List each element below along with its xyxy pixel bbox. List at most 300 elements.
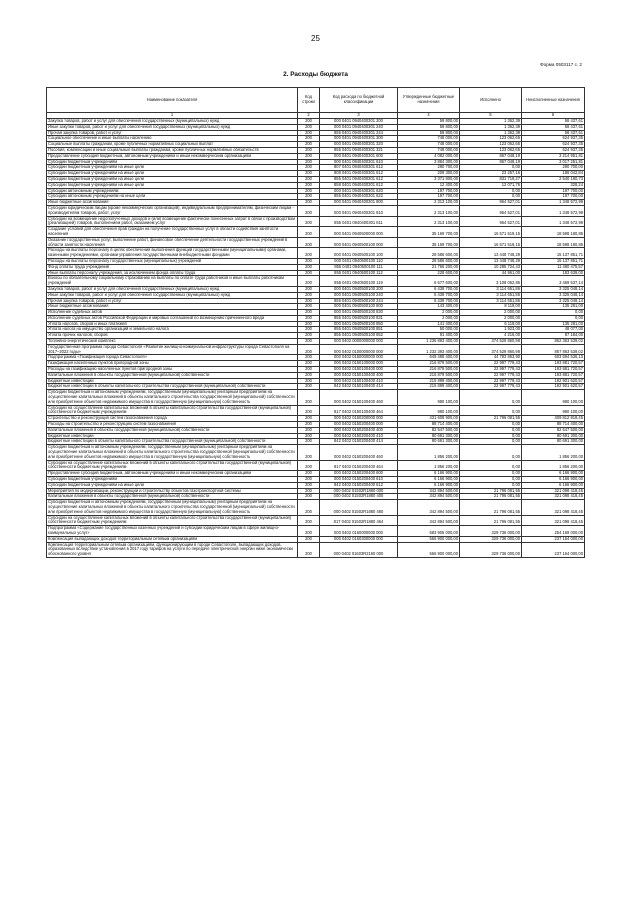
row-approved: 6 439 700,00 [398,298,460,304]
row-class-code: 000 0402 0150100400 400 [320,372,398,378]
row-name: Предоставление субсидий бюджетным, автономным учреждениям и иным некоммерческим организациям [47,471,298,477]
row-code: 200 [298,494,320,500]
row-code: 200 [298,321,320,327]
row-unexecuted: 3 325 048,14 [522,298,585,304]
row-name: Компенсация территориальным сетевым организациям, функционирующим в городе Севастополе, выпадающих доходов, образованных вследствие установления в 2017 году тарифов на услуги по передаче электрической энергии ниже экономически обоснованного уровня [47,542,298,557]
row-approved: 649 488 400,00 [398,355,460,361]
row-unexecuted: 186 042,84 [522,171,585,177]
row-unexecuted: 197 700,00 [522,188,585,194]
row-name: Оказание государственных услуг, выполнение работ, финансовое обеспечение деятельности государственных учреждений в области занятости населения [47,237,298,248]
row-class-code: 858 0401 0940400301 612 [320,182,398,188]
row-code: 200 [298,153,320,159]
row-code: 200 [298,258,320,264]
row-code: 200 [298,427,320,433]
row-name: Фонд оплаты труда учреждений [47,264,298,270]
row-class-code: 000 0401 0940500100 830 [320,310,398,316]
row-name: Субсидии на осуществление капитальных вложений в объекты капитального строительства государственной (муниципальной) собственности бюджетным учреждениям [47,460,298,471]
row-code: 200 [298,482,320,488]
row-code: 200 [298,344,320,355]
row-class-code: 000 0401 0940400301 800 [320,200,398,206]
row-class-code: 000 0401 0940400301 200 [320,119,398,125]
row-executed: 1 362,39 [460,124,522,130]
row-unexecuted: 11 480 475,57 [522,264,585,270]
row-name: Субсидии на возмещение недополученных доходов и (или) возмещение фактически понесенных затрат в связи с производством (реализацией) товаров, выполнением работ, оказанием услуг [47,216,298,227]
row-approved: 6 166 900,00 [398,471,460,477]
row-name: Капитальные вложения в объекты государственной (муниципальной) собственности [47,372,298,378]
row-name: Субсидии бюджетным учреждениям на иные цели [47,165,298,171]
row-code: 200 [298,384,320,390]
row-code: 200 [298,488,320,494]
row-executed: 22 997 779,43 [460,378,522,384]
row-approved: 3 371 800,00 [398,176,460,182]
row-executed: 6 119,00 [460,321,522,327]
row-executed: 21 796 081,55 [460,494,522,500]
row-class-code: 842 0402 0150200400 414 [320,439,398,445]
page-number: 25 [311,34,320,43]
row-approved: 80 691 300,00 [398,433,460,439]
row-approved: 215 899 400,00 [398,378,460,384]
row-approved: 28 586 600,00 [398,248,460,259]
header-unexecuted: Неисполненные назначения [522,88,585,113]
row-name: Субсидии бюджетным и автономным учреждениям, государственным (муниципальным) унитарным предприятиям на осуществление капитальных вложений в объекты капитального строительства государственной (муниципальной) собственности или приобретение объектов недвижимого имущества в государственную (муниципальную) собственность [47,500,298,515]
column-number: 3 [320,113,398,119]
row-unexecuted: 80 691 300,00 [522,433,585,439]
table-row [47,248,585,259]
row-unexecuted: 409 812 818,45 [522,416,585,422]
row-class-code: 000 0402 0000000000 000 [320,339,398,345]
column-number: 6 [522,113,585,119]
row-unexecuted: 1 856 200,00 [522,460,585,471]
header-class-code: Код расхода по бюджетной классификации [320,88,398,113]
row-unexecuted: 980 100,00 [522,390,585,405]
row-code: 200 [298,248,320,259]
row-code: 200 [298,176,320,182]
row-approved: 228 600,00 [398,270,460,276]
row-name: Субсидии бюджетным учреждениям [47,477,298,483]
row-unexecuted: 6 166 900,00 [522,471,585,477]
row-executed: 16 571 519,15 [460,237,522,248]
table-row [47,500,585,515]
row-approved: 216 879 500,00 [398,372,460,378]
row-code: 200 [298,147,320,153]
row-class-code: 855 0401 0940400301 244 [320,130,398,136]
row-approved: 1 232 393 400,00 [398,344,460,355]
row-executed: 21 796 081,55 [460,488,522,494]
row-class-code: 000 0401 0940500100 000 [320,237,398,248]
header-name: Наименование показателя [47,88,298,113]
row-name: Закупка товаров, работ и услуг для обеспечения государственных (муниципальных) нужд [47,286,298,292]
column-number: 2 [298,113,320,119]
row-class-code: 000 0402 0150200400 460 [320,445,398,460]
row-name: Субсидии бюджетным учреждениям на иные цели [47,182,298,188]
row-code: 200 [298,500,320,515]
row-class-code: 855 0401 0940500100 244 [320,298,398,304]
row-executed: 123 062,65 [460,147,522,153]
row-class-code: 000 0401 0940500100 100 [320,248,398,259]
row-class-code: 000 0402 0150100400 000 [320,367,398,373]
row-executed: 329 736 000,00 [460,526,522,537]
row-approved: 6 166 900,00 [398,482,460,488]
row-approved: 21 766 200,00 [398,264,460,270]
row-class-code: 000 0401 0940400301 300 [320,136,398,142]
row-name: Топливно-энергетический комплекс [47,339,298,345]
row-unexecuted: 1 348 572,99 [522,216,585,227]
row-class-code: 000 0402 0150200400 410 [320,433,398,439]
row-class-code: 000 0402 0150200400 000 [320,422,398,428]
row-name: Расходы на выплаты персоналу в целях обеспечения выполнения функций государственными (муниципальными) органами, казенными учреждениями, органами управления государственными внебюджетными фондами [47,248,298,259]
row-unexecuted: 3 325 048,14 [522,286,585,292]
row-executed: 867 048,19 [460,153,522,159]
row-unexecuted: 603 694 536,10 [522,355,585,361]
table-row [47,344,585,355]
row-class-code: 000 0401 0940400301 610 [320,159,398,165]
row-code: 200 [298,390,320,405]
row-name: Бюджетные инвестиции [47,433,298,439]
row-class-code: 000 0402 01502R1880 000 [320,488,398,494]
row-code: 200 [298,205,320,216]
row-approved: 6 577 600,00 [398,276,460,287]
row-approved: 215 899 400,00 [398,384,460,390]
row-name: Субсидии бюджетным учреждениям [47,159,298,165]
row-name: Пособия, компенсации и иные социальные выплаты гражданам, кроме публичных нормативных обязательств [47,147,298,153]
header-row-code: Код строки [298,88,320,113]
row-name: Расходы на строительство и реконструкцию систем газоснабжения [47,422,298,428]
row-code: 200 [298,327,320,333]
row-class-code: 000 0401 0940500000 000 [320,227,398,238]
row-unexecuted: 1 348 572,99 [522,200,585,206]
row-executed: 0,00 [460,445,522,460]
row-unexecuted: 980 100,00 [522,405,585,416]
row-name: Субсидии бюджетным и автономным учреждениям, государственным (муниципальным) унитарным предприятиям на осуществление капитальных вложений в объекты капитального строительства государственной (муниципальной) собственности или приобретение объектов недвижимого имущества в государственную (муниципальную) собственность [47,390,298,405]
table-row [47,445,585,460]
table-row [47,515,585,526]
row-name: Подпрограмма «Содержание государственных казенных учреждений и субсидии юридическим лицам в сфере жилищно-коммунальных услуг» [47,526,298,537]
row-approved: 2 000,00 [398,310,460,316]
row-executed: 8 119,00 [460,304,522,310]
row-approved: 3 884 300,00 [398,159,460,165]
row-name: Субсидии юридическим лицам (кроме некоммерческих организаций), индивидуальным предпринимателям, физическим лицам - производителям товаров, работ, услуг [47,205,298,216]
row-code: 200 [298,119,320,125]
row-approved: 141 400,00 [398,321,460,327]
row-approved: 290 700,00 [398,165,460,171]
row-approved: 35 169 700,00 [398,227,460,238]
row-executed: 44 793 863,90 [460,355,522,361]
row-class-code: 817 0402 01502R1880 464 [320,515,398,526]
row-class-code: 000 0402 01603R2160 000 [320,542,398,557]
row-name: Закупка товаров, работ и услуг для обеспечения государственных (муниципальных) нужд [47,119,298,125]
row-class-code: 855 0401 0940500100 831 [320,315,398,321]
row-name: Компенсация выпадающих доходов территориальным сетевым организациям [47,536,298,542]
row-class-code: 855 0401 0940400301 622 [320,194,398,200]
row-code: 200 [298,159,320,165]
row-class-code: 000 0402 0150200000 000 [320,416,398,422]
column-number: 5 [460,113,522,119]
row-approved: 1 236 893 400,00 [398,339,460,345]
row-code: 200 [298,460,320,471]
row-name: Газификация населенных пунктов пригородной зоны [47,361,298,367]
row-executed: 123 062,65 [460,142,522,148]
row-name: Субсидии бюджетным и автономным учреждениям, государственным (муниципальным) унитарным предприятиям на осуществление капитальных вложений в объекты капитального строительства государственной (муниципальной) собственности или приобретение объектов недвижимого имущества в государственную (муниципальную) собственность [47,445,298,460]
row-executed: 12 071,76 [460,182,522,188]
row-class-code: 855 0401 0940500100 111 [320,264,398,270]
table-row [47,542,585,557]
row-approved: 431 608 900,00 [398,416,460,422]
row-unexecuted: 862 363 539,02 [522,339,585,345]
row-class-code: 000 0402 0150100000 000 [320,361,398,367]
row-unexecuted: 193 881 720,57 [522,361,585,367]
row-name: Субсидии на осуществление капитальных вложений в объекты капитального строительства государственной (муниципальной) собственности бюджетным учреждениям [47,515,298,526]
row-code: 200 [298,188,320,194]
row-class-code: 817 0402 0150200400 464 [320,460,398,471]
row-code: 200 [298,182,320,188]
row-class-code: 000 0401 0940400301 320 [320,142,398,148]
row-code: 200 [298,237,320,248]
row-name: Уплата налога на имущество организаций и земельного налога [47,327,298,333]
row-approved: 748 000,00 [398,142,460,148]
row-class-code: 000 0402 0160300000 000 [320,536,398,542]
row-name: Мероприятия по модернизации, реконструкции и строительству объектов газотранспортной системы [47,488,298,494]
row-unexecuted: 6 166 900,00 [522,477,585,483]
row-name: Капитальные вложения в объекты государственной (муниципальной) собственности [47,427,298,433]
row-name: Субсидии бюджетным учреждениям на иные цели [47,176,298,182]
row-unexecuted: 58 437,61 [522,130,585,136]
row-name: Бюджетные инвестиции [47,378,298,384]
row-executed: 21 796 081,55 [460,500,522,515]
row-unexecuted: 197 700,00 [522,194,585,200]
row-name: Бюджетные инвестиции в объекты капитального строительства государственной (муниципальной) собственности [47,384,298,390]
row-code: 200 [298,200,320,206]
row-unexecuted: 183 639,00 [522,270,585,276]
row-name: Расходы на газификацию населенных пунктов пригородной зоны [47,367,298,373]
row-approved: 6 166 900,00 [398,477,460,483]
row-executed: 2 000,00 [460,315,522,321]
row-code: 200 [298,227,320,238]
row-class-code: 000 0401 0940500100 110 [320,258,398,264]
row-approved: 748 000,00 [398,147,460,153]
row-name: Исполнение судебных актов [47,310,298,316]
row-name: Субсидии бюджетным учреждениям на иные цели [47,482,298,488]
row-code: 200 [298,310,320,316]
header-executed: Исполнено [460,88,522,113]
row-unexecuted: 2 540 180,73 [522,176,585,182]
row-executed: 123 062,65 [460,136,522,142]
row-unexecuted: 58 437,61 [522,124,585,130]
row-approved: 6 439 700,00 [398,286,460,292]
row-unexecuted: 3 017 251,81 [522,159,585,165]
row-unexecuted: 6 166 900,00 [522,482,585,488]
row-class-code: 000 0402 0150100400 410 [320,378,398,384]
row-unexecuted: 193 881 720,57 [522,372,585,378]
table-row [47,405,585,416]
row-approved: 583 905 000,00 [398,526,460,537]
row-name: Иные закупки товаров, работ и услуг для обеспечения государственных (муниципальных) нужд [47,292,298,298]
row-code: 200 [298,270,320,276]
row-executed: 21 796 081,55 [460,416,522,422]
row-unexecuted: 1 348 572,99 [522,205,585,216]
row-code: 200 [298,136,320,142]
row-code: 200 [298,333,320,339]
row-executed: 329 736 000,00 [460,536,522,542]
row-code: 200 [298,372,320,378]
row-code: 200 [298,367,320,373]
row-unexecuted: 18 598 180,85 [522,237,585,248]
row-executed: 964 527,01 [460,216,522,227]
row-approved: 50 000,00 [398,327,460,333]
table-row [47,216,585,227]
row-executed: 0,00 [460,390,522,405]
row-class-code: 000 0402 0150100400 460 [320,390,398,405]
row-name: Субсидии на осуществление капитальных вложений в объекты капитального строительства государственной (муниципальной) собственности бюджетным учреждениям [47,405,298,416]
row-approved: 342 894 500,00 [398,515,460,526]
row-class-code: 817 0402 0150100400 464 [320,405,398,416]
row-code: 200 [298,292,320,298]
row-name: Уплата прочих налогов, сборов [47,333,298,339]
row-code: 200 [298,361,320,367]
row-name: Иные бюджетные ассигнования [47,200,298,206]
row-class-code: 000 0402 0150200400 400 [320,427,398,433]
row-executed: 44 961,00 [460,270,522,276]
row-name: Иные закупки товаров, работ и услуг для обеспечения государственных (муниципальных) нужд [47,124,298,130]
row-code: 200 [298,315,320,321]
row-unexecuted: 80 691 300,00 [522,439,585,445]
row-unexecuted: 0,00 [522,310,585,316]
row-class-code: 000 0401 0940400301 810 [320,205,398,216]
row-code: 200 [298,515,320,526]
row-name: Предоставление субсидий бюджетным, автономным учреждениям и иным некоммерческим организациям [47,153,298,159]
row-code: 200 [298,276,320,287]
row-class-code: 000 0402 0100000000 000 [320,344,398,355]
row-executed: 867 048,19 [460,159,522,165]
row-unexecuted: 87 184,00 [522,333,585,339]
row-class-code: 000 0401 0940500100 850 [320,321,398,327]
row-class-code: 842 0402 0150200400 612 [320,482,398,488]
table-row [47,205,585,216]
row-code: 200 [298,142,320,148]
row-unexecuted: 3 214 951,81 [522,153,585,159]
row-executed: 0,00 [460,165,522,171]
row-unexecuted: 321 098 418,45 [522,500,585,515]
row-unexecuted: 48 077,00 [522,327,585,333]
row-code: 200 [298,526,320,537]
row-executed: 964 527,01 [460,205,522,216]
row-approved: 88 714 400,00 [398,422,460,428]
row-unexecuted: 135 281,00 [522,321,585,327]
row-name: Бюджетные инвестиции в объекты капитального строительства государственной (муниципальной) собственности [47,439,298,445]
row-class-code: 855 0401 0940400301 321 [320,147,398,153]
row-approved: 143 400,00 [398,304,460,310]
row-class-code: 000 0401 0940400301 600 [320,153,398,159]
row-class-code: 855 0401 0940400301 811 [320,216,398,227]
row-unexecuted: 624 937,35 [522,136,585,142]
row-unexecuted: 3 325 048,14 [522,292,585,298]
row-unexecuted: 1 856 200,00 [522,445,585,460]
row-approved: 59 800,00 [398,119,460,125]
row-unexecuted: 321 098 418,45 [522,515,585,526]
row-unexecuted: 624 937,35 [522,142,585,148]
row-unexecuted: 82 547 500,00 [522,427,585,433]
row-executed: 22 997 779,43 [460,384,522,390]
row-class-code: 000 0401 0940500100 240 [320,292,398,298]
row-unexecuted: 624 937,35 [522,147,585,153]
row-executed: 0,00 [460,188,522,194]
row-code: 200 [298,422,320,428]
row-executed: 3 108 062,86 [460,276,522,287]
row-approved: 59 800,00 [398,124,460,130]
row-class-code: 855 0401 0940500100 851 [320,327,398,333]
row-approved: 59 800,00 [398,130,460,136]
row-approved: 342 894 500,00 [398,500,460,515]
row-approved: 12 400,00 [398,182,460,188]
row-approved: 342 894 500,00 [398,494,460,500]
row-name: Государственная программа города Севастополя «Развитие жилищно-коммунальной инфраструктуры города Севастополя на 2017–2022 годы» [47,344,298,355]
row-unexecuted: 321 098 418,45 [522,488,585,494]
row-name: Исполнение судебных актов Российской Федерации и мировых соглашений по возмещению причиненного вреда [47,315,298,321]
row-name: Субсидии автономным учреждениям на иные цели [47,194,298,200]
row-name: Социальное обеспечение и иные выплаты населению [47,136,298,142]
row-code: 200 [298,433,320,439]
row-executed: 13 448 748,29 [460,248,522,259]
row-executed: 3 114 651,86 [460,286,522,292]
table-row [47,227,585,238]
row-code: 200 [298,171,320,177]
row-approved: 4 082 000,00 [398,153,460,159]
row-code: 200 [298,339,320,345]
row-executed: 0,00 [460,427,522,433]
row-unexecuted: 290 700,00 [522,165,585,171]
row-approved: 35 169 700,00 [398,237,460,248]
row-approved: 91 400,00 [398,333,460,339]
row-approved: 28 586 600,00 [398,258,460,264]
header-approved: Утвержденные бюджетные назначения [398,88,460,113]
row-code: 200 [298,416,320,422]
row-class-code: 000 0401 0940500100 800 [320,304,398,310]
row-unexecuted: 328,24 [522,182,585,188]
row-approved: 209 300,00 [398,171,460,177]
row-unexecuted: 321 098 418,45 [522,494,585,500]
row-executed: 0,00 [460,471,522,477]
page-title: 2. Расходы бюджета [283,71,348,78]
row-code: 200 [298,378,320,384]
row-unexecuted: 237 164 000,00 [522,542,585,557]
row-executed: 0,00 [460,194,522,200]
row-executed: 0,00 [460,439,522,445]
row-code: 200 [298,165,320,171]
row-executed: 4 216,00 [460,333,522,339]
row-unexecuted: 254 169 000,00 [522,526,585,537]
row-executed: 831 719,27 [460,176,522,182]
row-name: Уплата налогов, сборов и иных платежей [47,321,298,327]
row-executed: 964 527,01 [460,200,522,206]
row-code: 200 [298,124,320,130]
row-name: Взносы по обязательному социальному страхованию на выплаты по оплате труда работников и иные выплаты работникам учреждений [47,276,298,287]
table-header-row [47,88,585,113]
row-code: 200 [298,298,320,304]
row-executed: 3 114 651,86 [460,298,522,304]
row-code: 200 [298,216,320,227]
row-executed: 13 448 748,29 [460,258,522,264]
row-executed: 0,00 [460,482,522,488]
row-executed: 1 362,39 [460,130,522,136]
row-approved: 2 313 100,00 [398,200,460,206]
row-class-code: 855 0401 0940500100 119 [320,276,398,287]
table-row [47,237,585,248]
row-class-code: 000 0402 0160000000 000 [320,526,398,537]
row-approved: 2 313 100,00 [398,216,460,227]
row-unexecuted: 237 164 000,00 [522,536,585,542]
row-class-code: 000 0401 0940400301 240 [320,124,398,130]
table-row [47,276,585,287]
row-name: Подпрограмма «Газификация города Севастополя» [47,355,298,361]
